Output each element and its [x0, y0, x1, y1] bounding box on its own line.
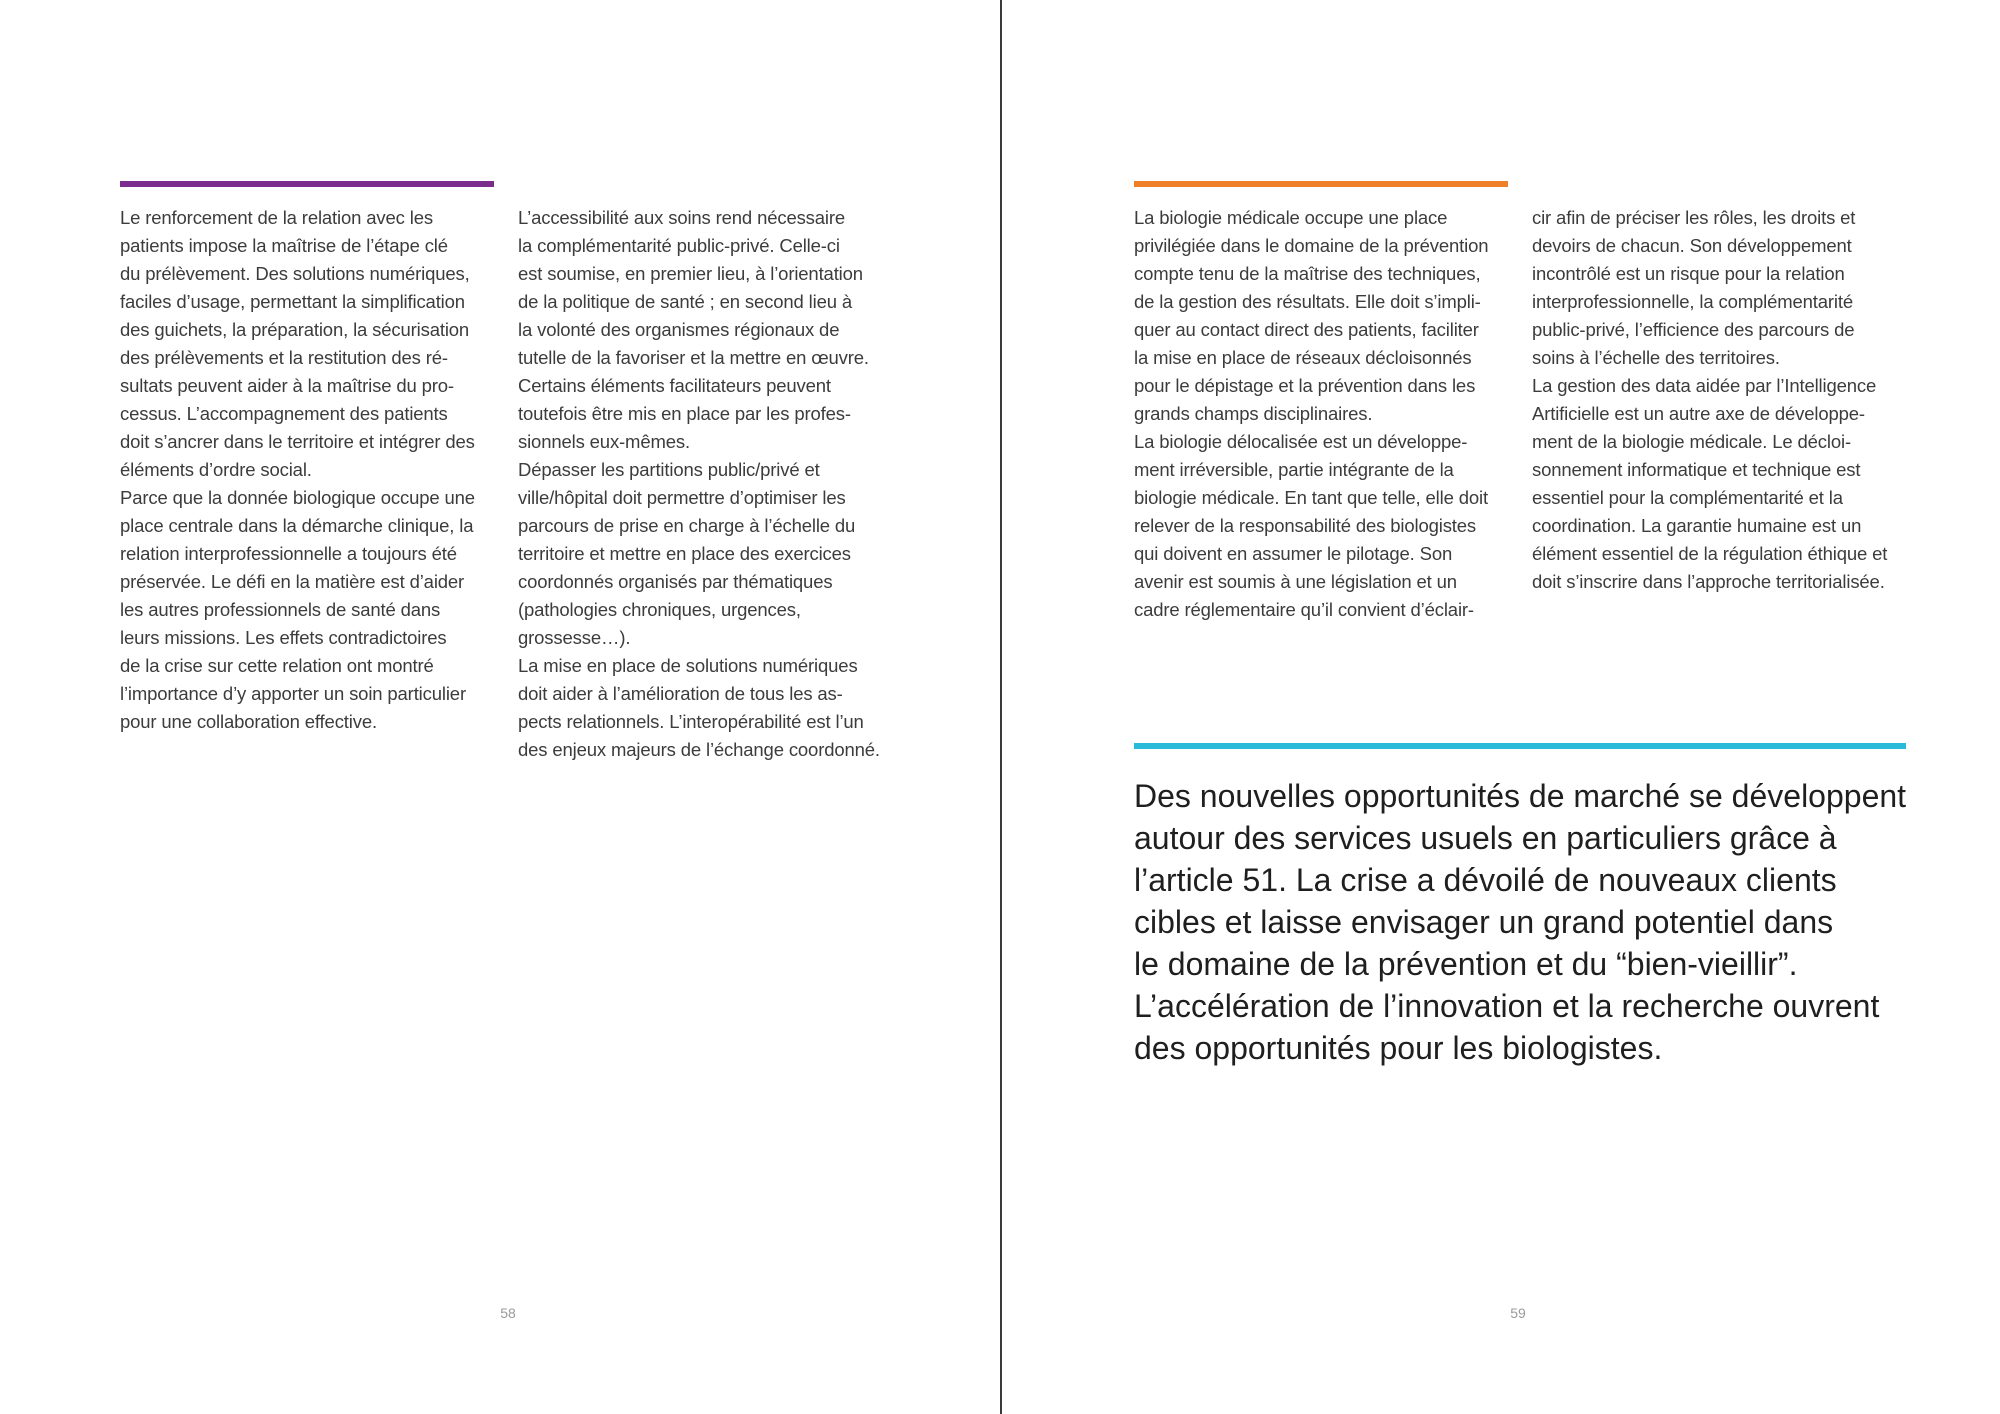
text-line: sonnement informatique et technique est [1532, 459, 1861, 480]
text-line: pour une collaboration effective. [120, 711, 377, 732]
pull-quote-line: autour des services usuels en particuliers grâce à [1134, 820, 1837, 856]
text-line: biologie médicale. En tant que telle, elle doit [1134, 487, 1488, 508]
text-line: place centrale dans la démarche clinique, la [120, 515, 474, 536]
purple-rule [120, 181, 494, 187]
pull-quote-line: cibles et laisse envisager un grand potentiel dans [1134, 904, 1834, 940]
text-line: compte tenu de la maîtrise des techniques, [1134, 263, 1481, 284]
page-number-right: 59 [1510, 1305, 1526, 1321]
text-line: éléments d’ordre social. [120, 459, 312, 480]
text-line: patients impose la maîtrise de l’étape clé [120, 235, 448, 256]
paragraph [1532, 372, 1932, 596]
text-line: Artificielle est un autre axe de développe- [1532, 403, 1865, 424]
paragraph [120, 484, 505, 736]
text-line: de la politique de santé ; en second lieu à [518, 291, 852, 312]
text-line: avenir est soumis à une législation et un [1134, 571, 1457, 592]
text-line: leurs missions. Les effets contradictoires [120, 627, 447, 648]
text-line: Parce que la donnée biologique occupe une [120, 487, 475, 508]
text-line: privilégiée dans le domaine de la prévention [1134, 235, 1489, 256]
pull-quote [1134, 775, 1934, 1069]
text-line: sionnels eux-mêmes. [518, 431, 690, 452]
right-column-1 [1134, 204, 1524, 624]
text-line: doit aider à l’amélioration de tous les as- [518, 683, 843, 704]
right-column-2 [1532, 204, 1932, 596]
pull-quote-line: des opportunités pour les biologistes. [1134, 1030, 1663, 1066]
text-line: ment de la biologie médicale. Le décloi- [1532, 431, 1851, 452]
text-line: doit s’ancrer dans le territoire et intégrer des [120, 431, 475, 452]
text-line: Le renforcement de la relation avec les [120, 207, 433, 228]
text-line: grossesse…). [518, 627, 631, 648]
text-line: quer au contact direct des patients, faciliter [1134, 319, 1479, 340]
text-line: la complémentarité public-privé. Celle-ci [518, 235, 840, 256]
left-column-1 [120, 204, 505, 736]
text-line: ment irréversible, partie intégrante de la [1134, 459, 1454, 480]
text-line: cessus. L’accompagnement des patients [120, 403, 448, 424]
text-line: faciles d’usage, permettant la simplification [120, 291, 465, 312]
text-line: coordination. La garantie humaine est un [1532, 515, 1862, 536]
paragraph [1134, 428, 1524, 624]
left-column-2 [518, 204, 903, 764]
text-line: pects relationnels. L’interopérabilité est l’un [518, 711, 864, 732]
text-line: pour le dépistage et la prévention dans les [1134, 375, 1476, 396]
paragraph [1134, 204, 1524, 428]
text-line: soins à l’échelle des territoires. [1532, 347, 1780, 368]
text-line: La gestion des data aidée par l’Intelligence [1532, 375, 1877, 396]
text-line: des prélèvements et la restitution des ré- [120, 347, 448, 368]
paragraph [518, 204, 903, 456]
right-page [1000, 0, 2000, 1414]
text-line: préservée. Le défi en la matière est d’aider [120, 571, 465, 592]
text-line: sultats peuvent aider à la maîtrise du pro- [120, 375, 454, 396]
text-line: interprofessionnelle, la complémentarité [1532, 291, 1854, 312]
text-line: la mise en place de réseaux décloisonnés [1134, 347, 1472, 368]
cyan-rule [1134, 743, 1906, 749]
text-line: cadre réglementaire qu’il convient d’éclair- [1134, 599, 1474, 620]
pull-quote-line: le domaine de la prévention et du “bien-vieillir”. [1134, 946, 1798, 982]
paragraph [518, 456, 903, 652]
text-line: toutefois être mis en place par les profes- [518, 403, 851, 424]
text-line: Certains éléments facilitateurs peuvent [518, 375, 831, 396]
text-line: coordonnés organisés par thématiques [518, 571, 833, 592]
text-line: doit s’inscrire dans l’approche territorialisée. [1532, 571, 1885, 592]
text-line: essentiel pour la complémentarité et la [1532, 487, 1843, 508]
text-line: élément essentiel de la régulation éthique et [1532, 543, 1888, 564]
text-line: tutelle de la favoriser et la mettre en œuvre. [518, 347, 869, 368]
text-line: ville/hôpital doit permettre d’optimiser les [518, 487, 846, 508]
text-line: l’importance d’y apporter un soin particulier [120, 683, 466, 704]
text-line: incontrôlé est un risque pour la relation [1532, 263, 1845, 284]
text-line: (pathologies chroniques, urgences, [518, 599, 801, 620]
paragraph [120, 204, 505, 484]
text-line: de la gestion des résultats. Elle doit s’impli- [1134, 291, 1481, 312]
paragraph [518, 652, 903, 764]
text-line: parcours de prise en charge à l’échelle du [518, 515, 856, 536]
text-line: La biologie délocalisée est un développe- [1134, 431, 1468, 452]
text-line: des enjeux majeurs de l’échange coordonné. [518, 739, 880, 760]
text-line: relation interprofessionnelle a toujours été [120, 543, 457, 564]
text-line: territoire et mettre en place des exercices [518, 543, 851, 564]
text-line: La mise en place de solutions numériques [518, 655, 858, 676]
orange-rule [1134, 181, 1508, 187]
text-line: relever de la responsabilité des biologistes [1134, 515, 1477, 536]
text-line: devoirs de chacun. Son développement [1532, 235, 1852, 256]
text-line: grands champs disciplinaires. [1134, 403, 1373, 424]
text-line: les autres professionnels de santé dans [120, 599, 441, 620]
text-line: des guichets, la préparation, la sécurisation [120, 319, 470, 340]
text-line: L’accessibilité aux soins rend nécessaire [518, 207, 846, 228]
text-line: la volonté des organismes régionaux de [518, 319, 840, 340]
text-line: du prélèvement. Des solutions numériques, [120, 263, 470, 284]
pull-quote-line: L’accélération de l’innovation et la recherche ouvrent [1134, 988, 1880, 1024]
paragraph [1532, 204, 1932, 372]
text-line: de la crise sur cette relation ont montré [120, 655, 434, 676]
pull-quote-line: l’article 51. La crise a dévoilé de nouveaux clients [1134, 862, 1837, 898]
text-line: Dépasser les partitions public/privé et [518, 459, 820, 480]
page-number-left: 58 [500, 1305, 516, 1321]
text-line: cir afin de préciser les rôles, les droits et [1532, 207, 1856, 228]
text-line: public-privé, l’efficience des parcours de [1532, 319, 1855, 340]
pull-quote-line: Des nouvelles opportunités de marché se développent [1134, 778, 1907, 814]
text-line: est soumise, en premier lieu, à l’orientation [518, 263, 863, 284]
text-line: qui doivent en assumer le pilotage. Son [1134, 543, 1453, 564]
text-line: La biologie médicale occupe une place [1134, 207, 1448, 228]
